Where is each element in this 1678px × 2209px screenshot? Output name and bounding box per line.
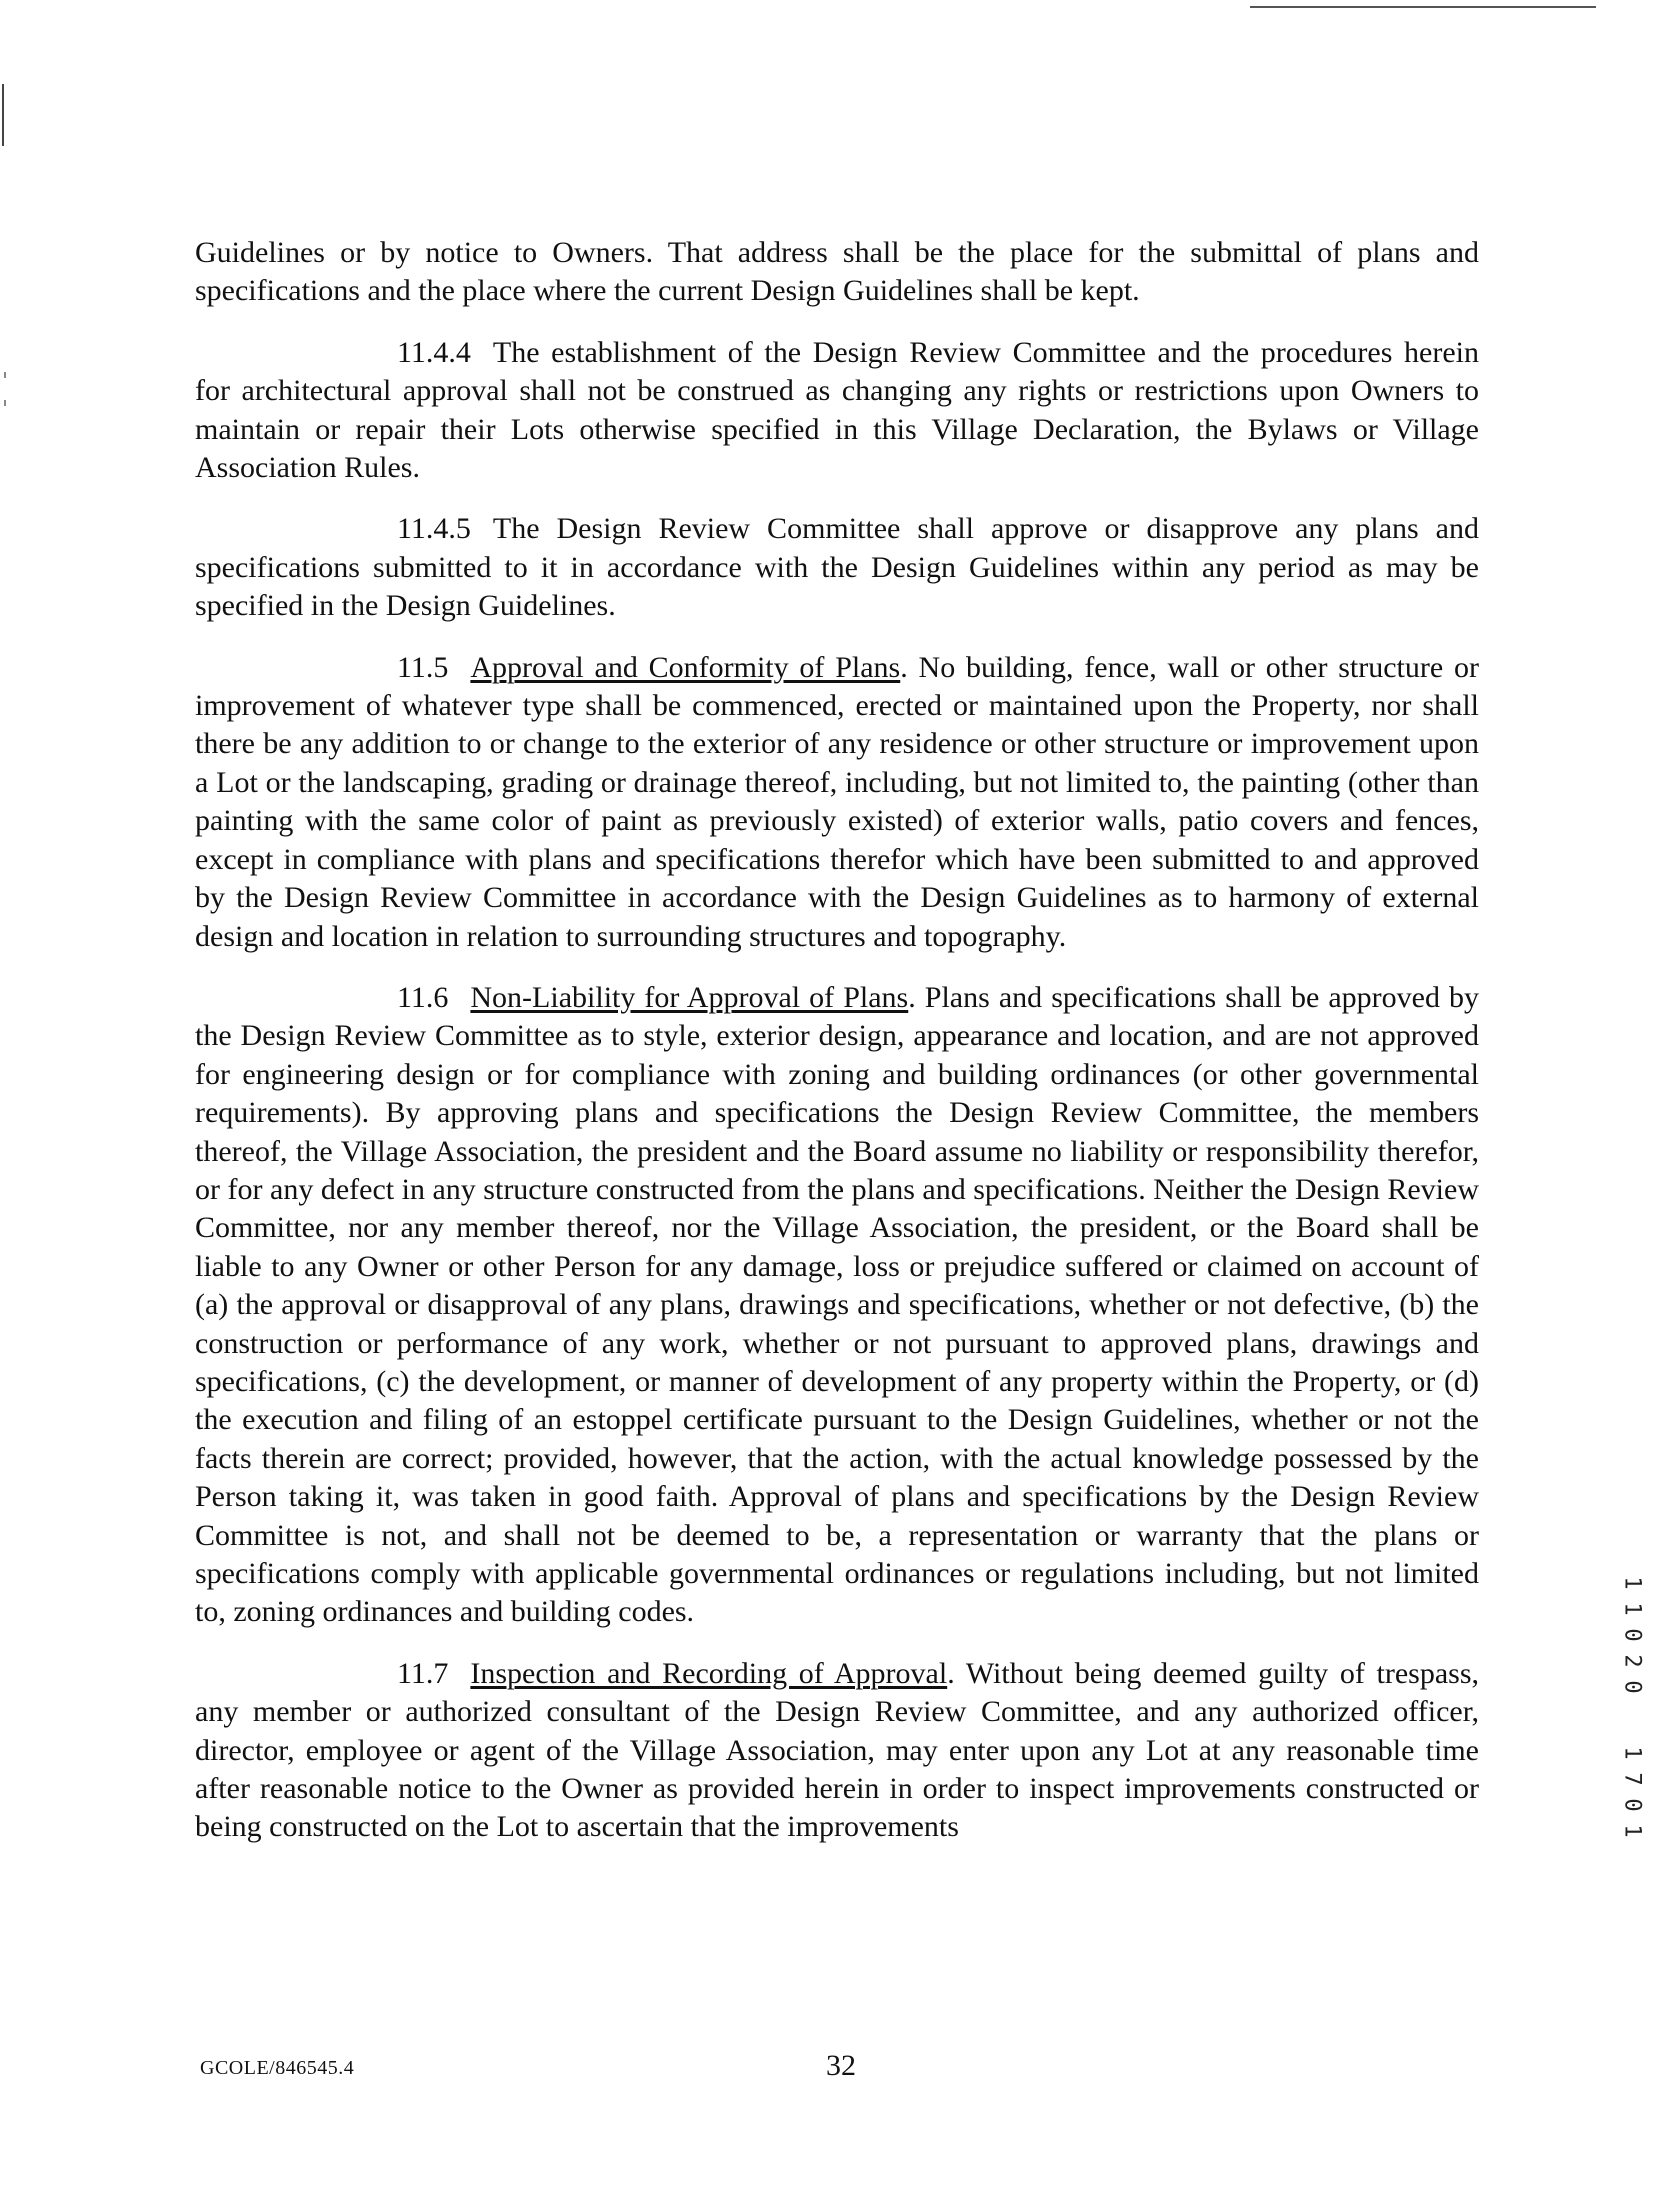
section-number: 11.7 [397, 1656, 449, 1690]
stamp-digit: 0 [1620, 1798, 1645, 1812]
paragraph-text: . No building, fence, wall or other structure or improvement of whatever type shall be commenced, erected or maintained upon the Property, nor shall there be any addition to or change to the exterior of any residence or other structure or improvement upon a Lot or the landscaping, grading or drainage thereof, including, but not limited to, the painting (other than painting with the same color of paint as previously existed) of exterior walls, patio covers and fences, except in compliance with plans and specifications therefor which have been submitted to and approved by the Design Review Committee in accordance with the Design Guidelines as to harmony of external design and location in relation to surrounding structures and topography. [195, 650, 1479, 953]
stamp-digit: 1 [1620, 1602, 1645, 1616]
scan-dot [4, 372, 6, 378]
stamp-digit: 7 [1620, 1772, 1645, 1786]
section-number: 11.6 [397, 980, 449, 1014]
stamp-digit: 1 [1620, 1576, 1645, 1590]
section-number: 11.4.4 [397, 335, 471, 369]
footer-document-code: GCOLE/846545.4 [200, 2057, 355, 2079]
paragraph-text: Guidelines or by notice to Owners. That address shall be the place for the submittal of plans and specifications and the place where the current Design Guidelines shall be kept. [195, 236, 1479, 308]
margin-stamp [1612, 1570, 1652, 1844]
paragraph-11-7 [195, 1655, 1479, 1847]
paragraph-text: The Design Review Committee shall approve or disapprove any plans and specifications submitted to it in accordance with the Design Guidelines within any period as may be specified in the Design Guidelines. [195, 512, 1479, 623]
section-heading: Inspection and Recording of Approval [470, 1656, 948, 1690]
paragraph-text: . Plans and specifications shall be approved by the Design Review Committee as to style, exterior design, appearance and location, and are not approved for engineering design or for compliance with zoning and building ordinances (or other governmental requirements). By approving plans and specifications the Design Review Committee, the members thereof, the Village Association, the president and the Board assume no liability or responsibility therefor, or for any defect in any structure constructed from the plans and specifications. Neither the Design Review Committee, nor any member thereof, nor the Village Association, the president, or the Board shall be liable to any Owner or other Person for any damage, loss or prejudice suffered or claimed on account of (a) the approval or disapproval of any plans, drawings and specifications, whether or not defective, (b) the construction or performance of any work, whether or not pursuant to approved plans, drawings and specifications, (c) the development, or manner of development of any property within the Property, or (d) the execution and filing of an estoppel certificate pursuant to the Design Guidelines, whether or not the facts therein are correct; provided, however, that the action, with the actual knowledge possessed by the Person taking it, was taken in good faith. Approval of plans and specifications by the Design Review Committee is not, and shall not be deemed to be, a representation or warranty that the plans or specifications comply with applicable governmental ordinances or regulations including, but not limited to, zoning ordinances and building codes. [195, 980, 1479, 1629]
top-rule [1250, 6, 1596, 8]
paragraph-text: . Without being deemed guilty of trespass, any member or authorized consultant of the Design Review Committee, and any authorized officer, director, employee or agent of the Village Association, may enter upon any Lot at any reasonable time after reasonable notice to the Owner as provided herein in order to inspect improvements constructed or being constructed on the Lot to ascertain that the improvements [195, 1656, 1480, 1844]
paragraph-text: The establishment of the Design Review Committee and the procedures herein for architectural approval shall not be construed as changing any rights or restrictions upon Owners to maintain or repair their Lots otherwise specified in this Village Declaration, the Bylaws or Village Association Rules. [195, 335, 1479, 485]
paragraph-11-4-4 [195, 334, 1479, 488]
stamp-digit: 0 [1620, 1628, 1645, 1642]
scan-dot [4, 400, 6, 406]
stamp-digit: 0 [1620, 1680, 1645, 1694]
stamp-digit: 1 [1620, 1824, 1645, 1838]
stamp-digit: 2 [1620, 1654, 1645, 1668]
section-number: 11.4.5 [397, 512, 471, 546]
section-number: 11.5 [397, 650, 449, 684]
paragraph-11-6 [195, 979, 1479, 1632]
page-number: 32 [826, 2049, 856, 2082]
section-heading: Approval and Conformity of Plans [470, 650, 901, 684]
paragraph-11-5 [195, 649, 1479, 956]
scan-edge-mark [2, 84, 4, 146]
document-body [195, 234, 1479, 1870]
paragraph-11-4-5 [195, 510, 1479, 625]
section-heading: Non-Liability for Approval of Plans [470, 980, 909, 1014]
paragraph-continuation [195, 234, 1479, 311]
stamp-digit: 1 [1620, 1746, 1645, 1760]
